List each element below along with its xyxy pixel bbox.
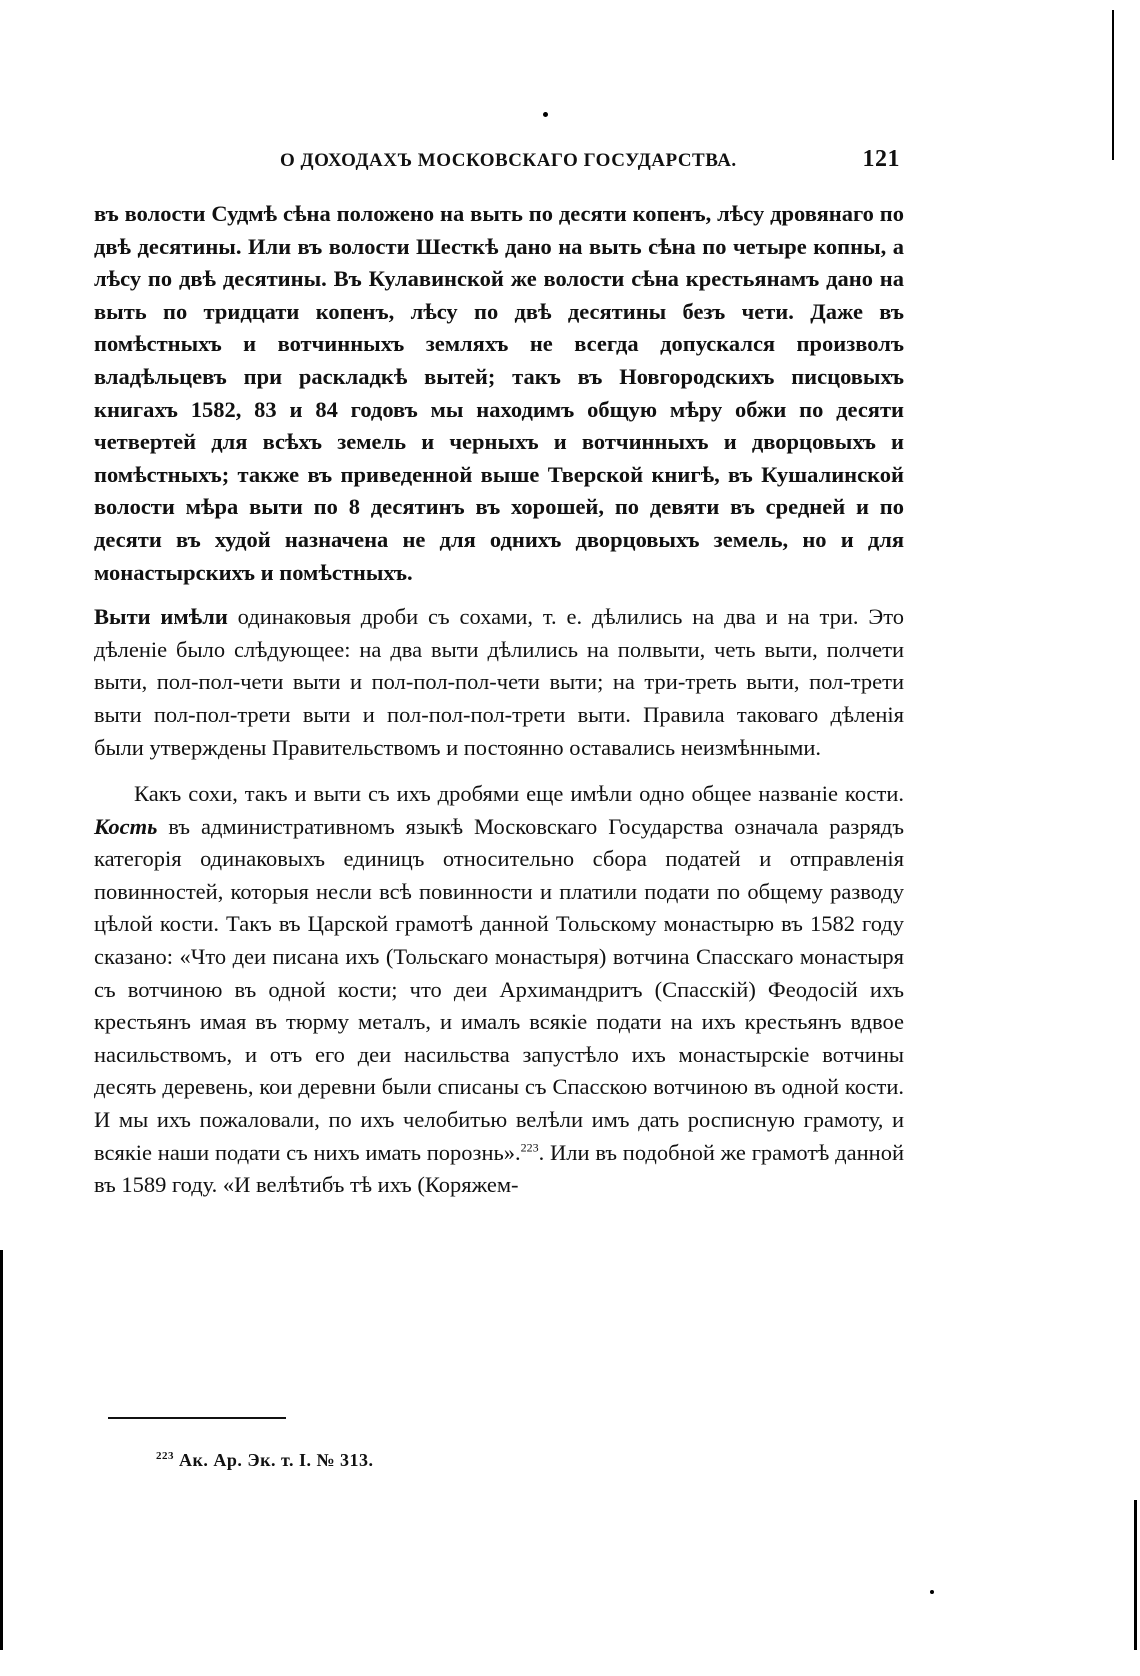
paragraph-2 [94,601,904,764]
scan-speck [543,112,548,117]
main-text [94,198,904,1202]
scan-edge-line-bottom [1134,1500,1137,1650]
scan-speck [930,1590,934,1594]
scan-edge-left [0,1250,3,1650]
paragraph-1: въ волости Судмѣ сѣна положено на выть по десяти копенъ, лѣсу дровянаго по двѣ десятины. Или въ волости Шесткѣ дано на выть сѣна по четыре копны, а лѣсу по двѣ десятины. Въ Кулавинской же волости сѣна крестьянамъ дано на выть по тридцати копенъ, лѣсу по двѣ десятины безъ чети. Даже въ помѣстныхъ и вотчинныхъ земляхъ не всегда допускался произволъ владѣльцевъ при раскладкѣ вытей; такъ въ Новгородскихъ писцовыхъ книгахъ 1582, 83 и 84 годовъ мы находимъ общую мѣру обжи по десяти четвертей для всѣхъ земель и черныхъ и вотчинныхъ и дворцовыхъ и помѣстныхъ; также въ приведенной выше Тверской книгѣ, въ Кушалинской волости мѣра выти по 8 десятинъ въ хорошей, по девяти въ средней и по десяти въ худой назначена не для однихъ дворцовыхъ земель, но и для монастырскихъ и помѣстныхъ. [94,201,904,585]
footnote-reference: 223 [520,1140,539,1155]
paragraph-2-lead: Выти имѣли [94,604,228,630]
page-number: 121 [862,146,900,172]
footnote-text: Ак. Ар. Эк. т. I. № 313. [179,1450,374,1470]
scan-edge-line-top [1112,10,1114,160]
paragraph-3-text-b: въ административномъ языкѣ Московскаго Государства означала разрядъ категорія одинаковыхъ единицъ относительно сбора податей и отправленія повинностей, которыя несли всѣ повинности и платили подати по общему разводу цѣлой кости. Такъ въ Царской грамотѣ данной Тольскому монастырю въ 1582 году сказано: «Что деи писана ихъ (Тольскаго монастыря) вотчина Спасскаго монастыря съ вотчиною въ одной кости; что деи Архимандритъ (Спасскій) Феодосій ихъ крестьянъ имая въ тюрму металъ, и ималъ всякіе подати на ихъ крестьянъ вдвое насильствомъ, и отъ его деи насильства запустѣло ихъ монастырскіе вотчины десять деревень, кои деревни были списаны съ Спасскою вотчиною въ одной кости. И мы ихъ пожаловали, по ихъ челобитью велѣли имъ дать росписную грамоту, и всякіе наши подати съ нихъ имать порознь». [94,813,904,1165]
paragraph-3-emphasis: Кость [94,813,158,839]
footnote-divider [108,1417,286,1419]
footnote-number: 223 [156,1450,174,1462]
running-head [280,146,900,173]
paragraph-3-text-a: Какъ сохи, такъ и выти съ ихъ дробями еще имѣли одно общее названіе кости. [134,781,904,807]
header-title: О ДОХОДАХЪ МОСКОВСКАГО ГОСУДАРСТВА. [280,150,737,171]
footnote [156,1450,374,1471]
paragraph-3-text-c: . Или въ подобной же грамотѣ данной въ 1589 году. «И велѣтибъ тѣ ихъ (Коряжем- [94,1139,904,1198]
paragraph-2-text: одинаковыя дроби съ сохами, т. е. дѣлились на два и на три. Это дѣленіе было слѣдующее: на два выти дѣлились на полвыти, четь выти, полчети выти, пол-пол-чети выти и пол-пол-пол-чети выти; на три-треть выти, пол-трети выти пол-пол-трети выти и пол-пол-пол-трети выти. Правила таковаго дѣленія были утверждены Правительствомъ и постоянно оставались неизмѣнными. [94,604,904,760]
paragraph-3 [94,778,904,1202]
